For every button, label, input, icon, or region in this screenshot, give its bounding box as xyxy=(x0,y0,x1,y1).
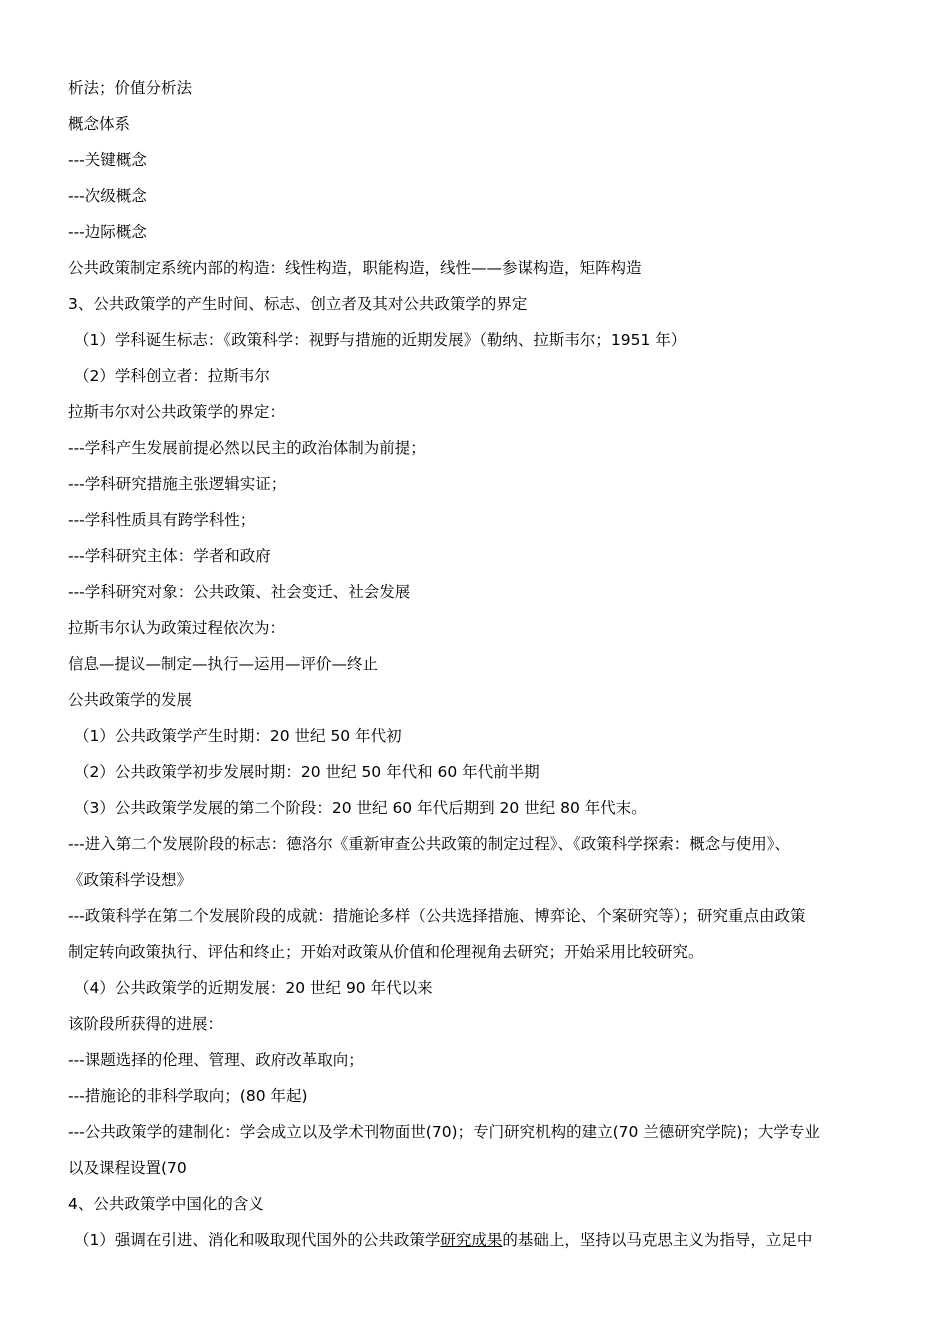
text-line: ---课题选择的伦理、管理、政府改革取向； xyxy=(68,1051,364,1069)
text-line: 《政策科学设想》 xyxy=(68,871,193,889)
text-line: 以及课程设置(70 xyxy=(68,1159,187,1177)
text-segment: （1）强调在引进、消化和吸取现代国外的公共政策学 xyxy=(74,1231,441,1249)
text-line: ---次级概念 xyxy=(68,187,147,205)
text-line: 制定转向政策执行、评估和终止；开始对政策从价值和伦理视角去研究；开始采用比较研究。 xyxy=(68,943,704,961)
underlined-text: 研究成果 xyxy=(440,1231,503,1249)
text-line: 拉斯韦尔认为政策过程依次为： xyxy=(68,619,286,637)
text-line: （1）公共政策学产生时期：20 世纪 50 年代初 xyxy=(74,727,402,745)
section-heading: 3、公共政策学的产生时间、标志、创立者及其对公共政策学的界定 xyxy=(68,295,528,313)
text-line: 公共政策制定系统内部的构造：线性构造，职能构造，线性——参谋构造，矩阵构造 xyxy=(68,259,642,277)
text-segment: 的基础上，坚持以马克思主义为指导，立足中 xyxy=(502,1231,813,1249)
text-line: （3）公共政策学发展的第二个阶段：20 世纪 60 年代后期到 20 世纪 80 年代末。 xyxy=(74,799,647,817)
text-line: ---措施论的非科学取向；(80 年起) xyxy=(68,1087,308,1105)
text-line: 信息—提议—制定—执行—运用—评价—终止 xyxy=(68,655,379,673)
text-line: ---学科研究主体：学者和政府 xyxy=(68,547,271,565)
text-line: （1）学科诞生标志：《政策科学：视野与措施的近期发展》（勒纳、拉斯韦尔；1951 年） xyxy=(74,331,687,349)
text-line: ---边际概念 xyxy=(68,223,147,241)
text-line: （2）学科创立者：拉斯韦尔 xyxy=(74,367,270,385)
text-line: ---学科产生发展前提必然以民主的政治体制为前提； xyxy=(68,439,426,457)
text-line: ---学科研究对象：公共政策、社会变迁、社会发展 xyxy=(68,583,411,601)
text-line xyxy=(68,1222,888,1258)
text-line: （4）公共政策学的近期发展：20 世纪 90 年代以来 xyxy=(74,979,433,997)
section-heading: 4、公共政策学中国化的含义 xyxy=(68,1195,264,1213)
text-line: 拉斯韦尔对公共政策学的界定： xyxy=(68,403,286,421)
text-line: 该阶段所获得的进展： xyxy=(68,1015,224,1033)
document-page xyxy=(68,70,888,1258)
text-line: ---政策科学在第二个发展阶段的成就：措施论多样（公共选择措施、博弈论、个案研究等）；研究重点由政策 xyxy=(68,907,806,925)
text-line: 析法；价值分析法 xyxy=(68,79,193,97)
text-line: 公共政策学的发展 xyxy=(68,691,193,709)
text-line: ---学科研究措施主张逻辑实证； xyxy=(68,475,287,493)
text-line: ---关键概念 xyxy=(68,151,147,169)
text-line: 概念体系 xyxy=(68,115,131,133)
text-line: （2）公共政策学初步发展时期：20 世纪 50 年代和 60 年代前半期 xyxy=(74,763,540,781)
text-line: ---进入第二个发展阶段的标志：德洛尔《重新审查公共政策的制定过程》、《政策科学探索：概念与使用》、 xyxy=(68,835,791,853)
text-line: ---公共政策学的建制化：学会成立以及学术刊物面世(70)；专门研究机构的建立(70 兰德研究学院)；大学专业 xyxy=(68,1123,820,1141)
text-line: ---学科性质具有跨学科性； xyxy=(68,511,256,529)
